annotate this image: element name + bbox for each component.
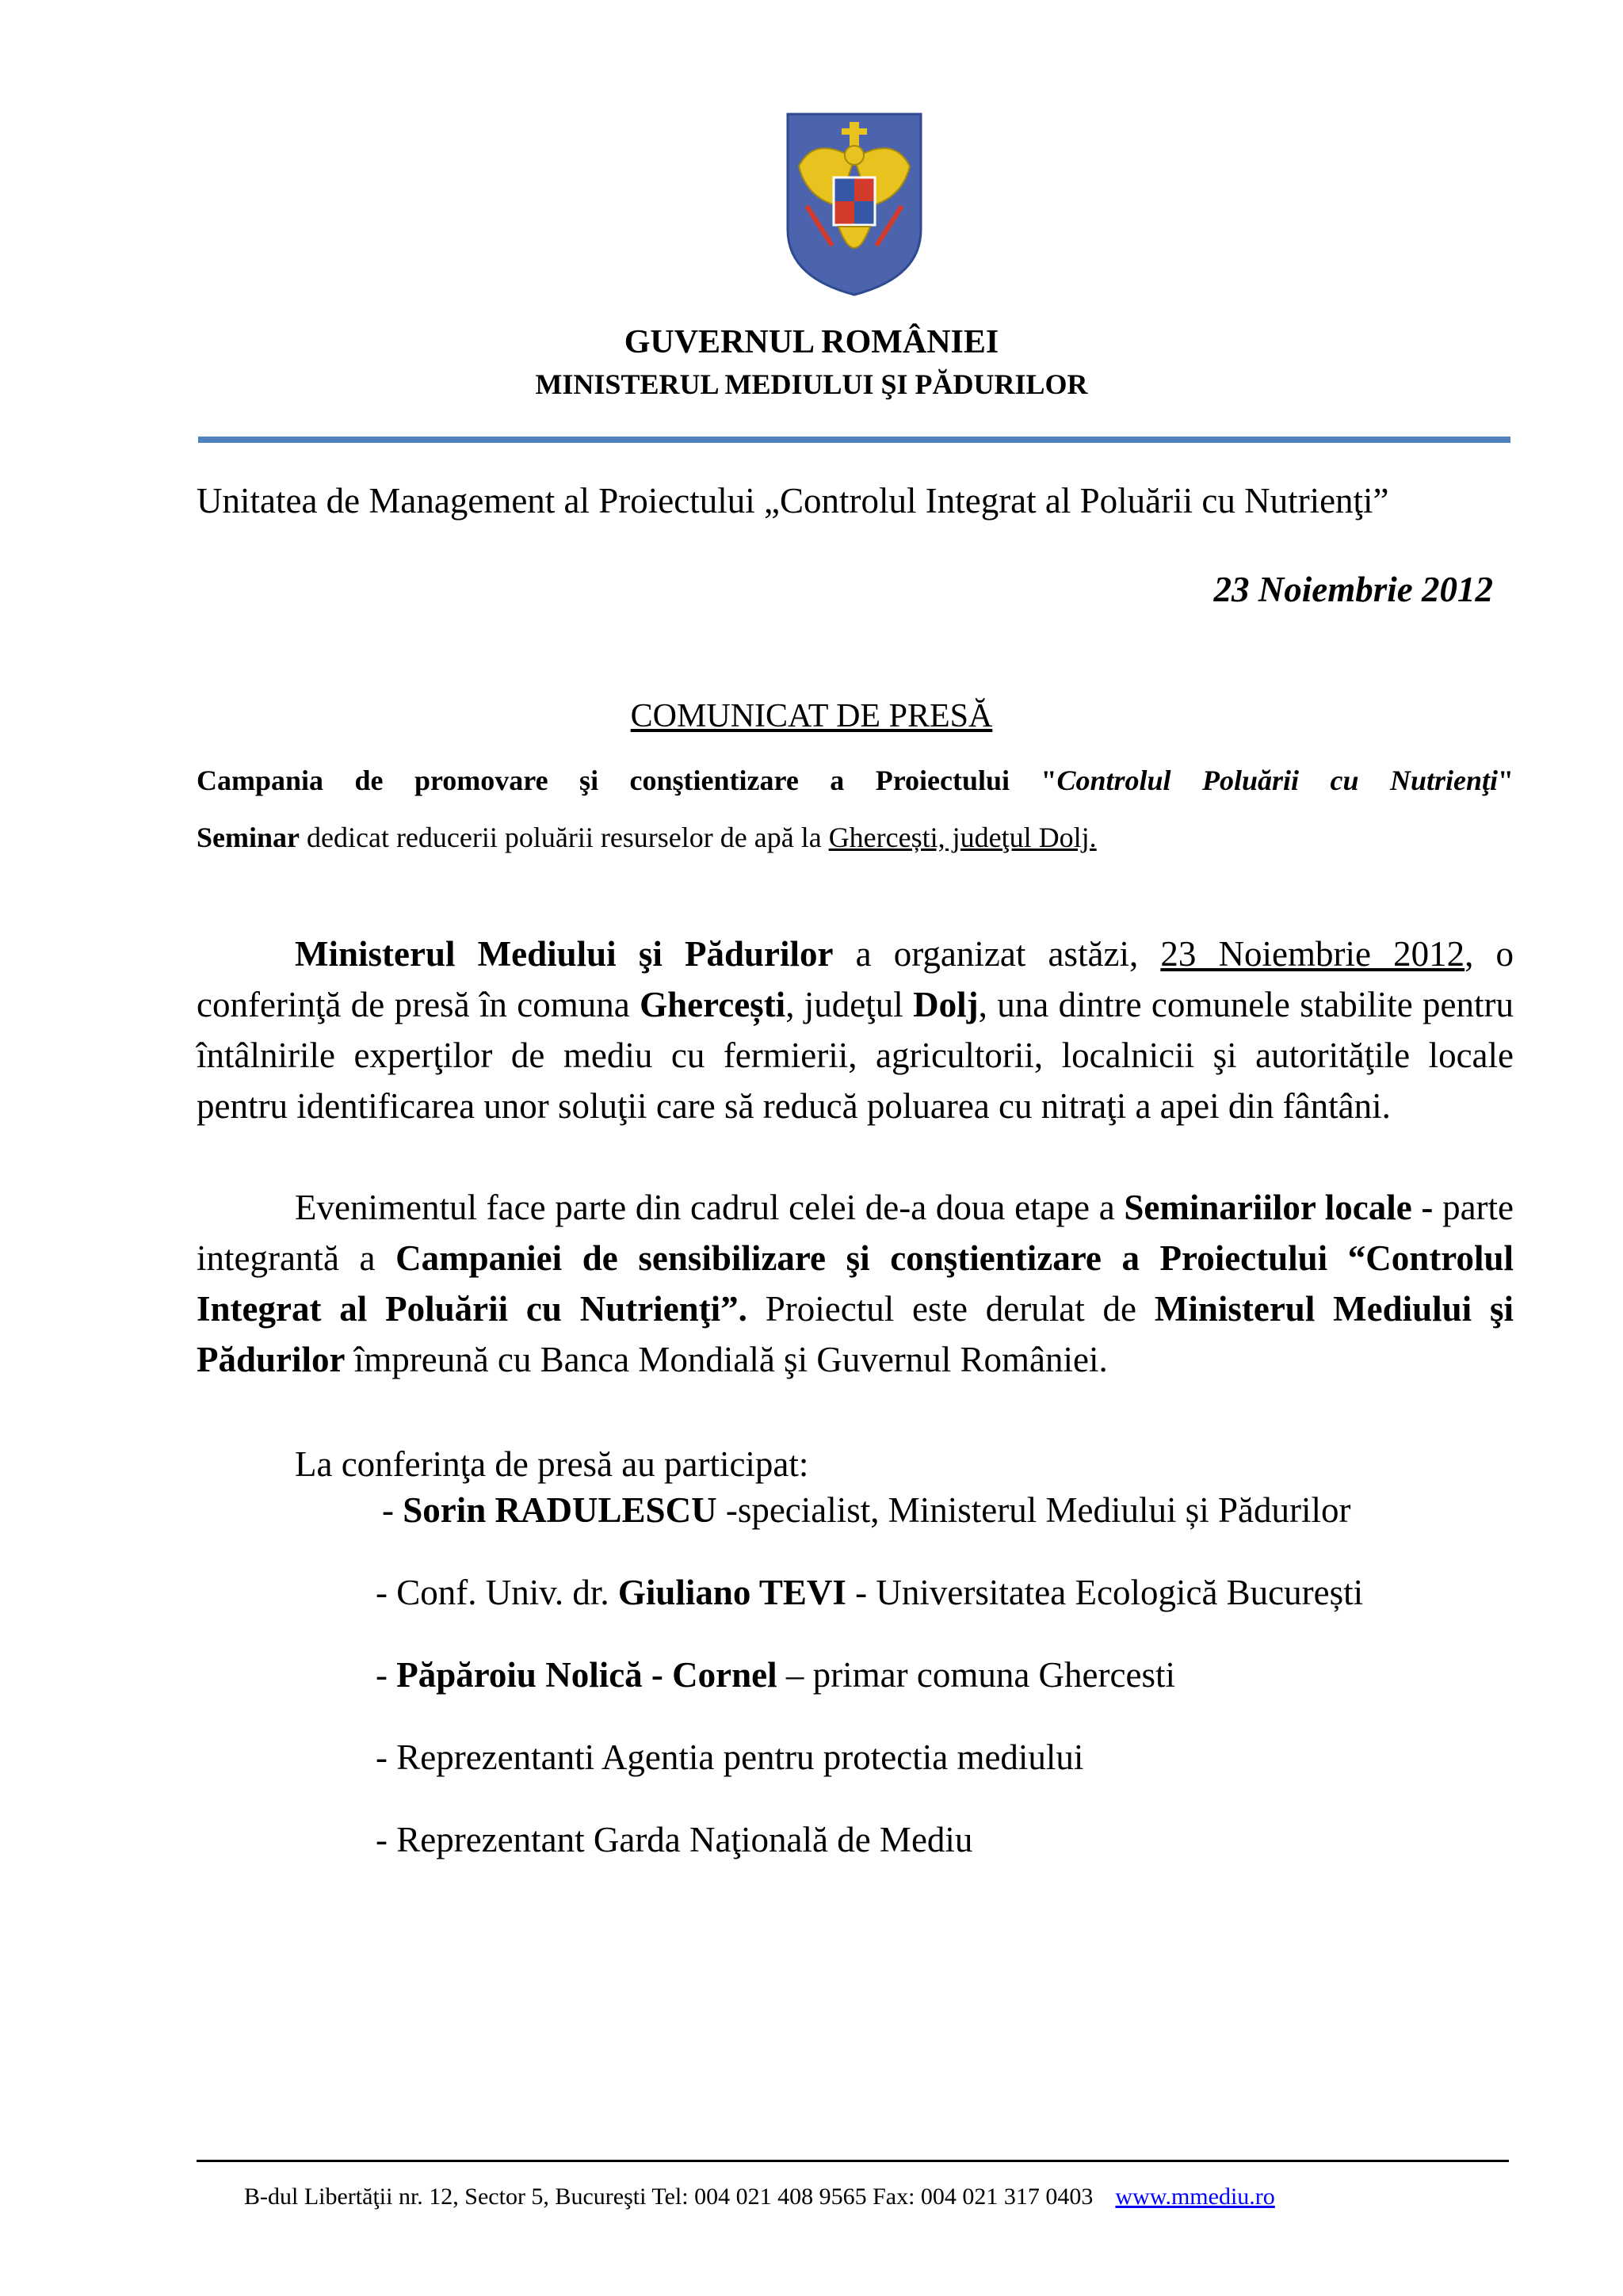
para1-text-b: , o conferinţă de presă în comuna — [197, 934, 1514, 1024]
ministry-subtitle: MINISTERUL MEDIULUI ŞI PĂDURILOR — [535, 368, 1088, 400]
campaign-suffix: " — [1498, 765, 1514, 796]
footer-address: B-dul Libertăţii nr. 12, Sector 5, Bucureşti Tel: 004 021 408 9565 Fax: 004 021 317 0403 — [244, 2183, 1094, 2210]
para2-text-a: Evenimentul face parte din cadrul celei de-a doua etape a — [295, 1188, 1125, 1227]
participants-intro: La conferinţa de presă au participat: — [295, 1444, 809, 1484]
county-name: Dolj — [913, 985, 979, 1024]
footer-divider — [197, 2160, 1509, 2162]
seminar-line — [197, 821, 1097, 854]
government-title: GUVERNUL ROMÂNIEI — [624, 324, 999, 360]
campaign-line — [197, 764, 1514, 797]
paragraph-1 — [197, 929, 1514, 1131]
para1-text-d: , una dintre comunele stabilite pentru întâlnirile experţilor de mediu cu fermierii, agricultorii, localnicii şi autorităţile locale pentru identificarea unor soluţii care să reducă poluarea cu nitraţi a apei din fântâni. — [197, 985, 1514, 1126]
participant-item: - Reprezentant Garda Naţională de Mediu — [376, 1820, 973, 1859]
participant-item: - Sorin RADULESCU -specialist, Ministerul Mediului și Pădurilor — [382, 1490, 1351, 1530]
commune-name: Ghercești — [640, 985, 786, 1024]
seminar-label: Seminar — [197, 822, 300, 853]
para2-text-d: împreună cu Banca Mondială şi Guvernul României. — [345, 1340, 1108, 1379]
footer-contact — [244, 2183, 1275, 2210]
participant-item: - Păpăroiu Nolică - Cornel – primar comuna Ghercesti — [376, 1655, 1175, 1695]
seminars-name: Seminariilor locale - — [1124, 1188, 1434, 1227]
campaign-name: Campaniei de sensibilizare şi conştientizare a Proiectului “Controlul Integrat al Poluării cu Nutrienţi”. — [197, 1238, 1514, 1329]
para1-text-a: a organizat astăzi, — [833, 934, 1161, 974]
website-link[interactable]: www.mmediu.ro — [1115, 2183, 1275, 2210]
header-divider — [198, 437, 1510, 443]
para1-text-c: , judeţul — [785, 985, 914, 1024]
document-type-heading: COMUNICAT DE PRESĂ — [630, 698, 993, 734]
para2-text-c: Proiectul este derulat de — [747, 1289, 1155, 1329]
seminar-place: Ghercești, judeţul Dolj. — [828, 822, 1097, 853]
event-date: 23 Noiembrie 2012 — [1160, 934, 1465, 974]
participant-item: - Reprezentanti Agentia pentru protectia mediului — [376, 1737, 1084, 1777]
ministry-name: Ministerul Mediului şi Pădurilor — [295, 934, 834, 974]
para2-text-b: parte integrantă a — [197, 1188, 1514, 1278]
campaign-project: Controlul Poluării cu Nutrienţi — [1056, 765, 1498, 796]
project-unit-line: Unitatea de Management al Proiectului „Controlul Integrat al Poluării cu Nutrienţi” — [197, 481, 1389, 521]
participant-item: - Conf. Univ. dr. Giuliano TEVI - Universitatea Ecologică București — [376, 1573, 1364, 1612]
document-date: 23 Noiembrie 2012 — [1213, 570, 1493, 609]
seminar-text: dedicat reducerii poluării resurselor de apă la — [300, 822, 829, 853]
paragraph-2 — [197, 1182, 1514, 1385]
coat-of-arms-icon — [783, 111, 926, 298]
ministry-name-2: Ministerul Mediului şi Pădurilor — [197, 1289, 1514, 1379]
campaign-prefix: Campania de promovare şi conştientizare a Proiectului " — [197, 765, 1057, 796]
